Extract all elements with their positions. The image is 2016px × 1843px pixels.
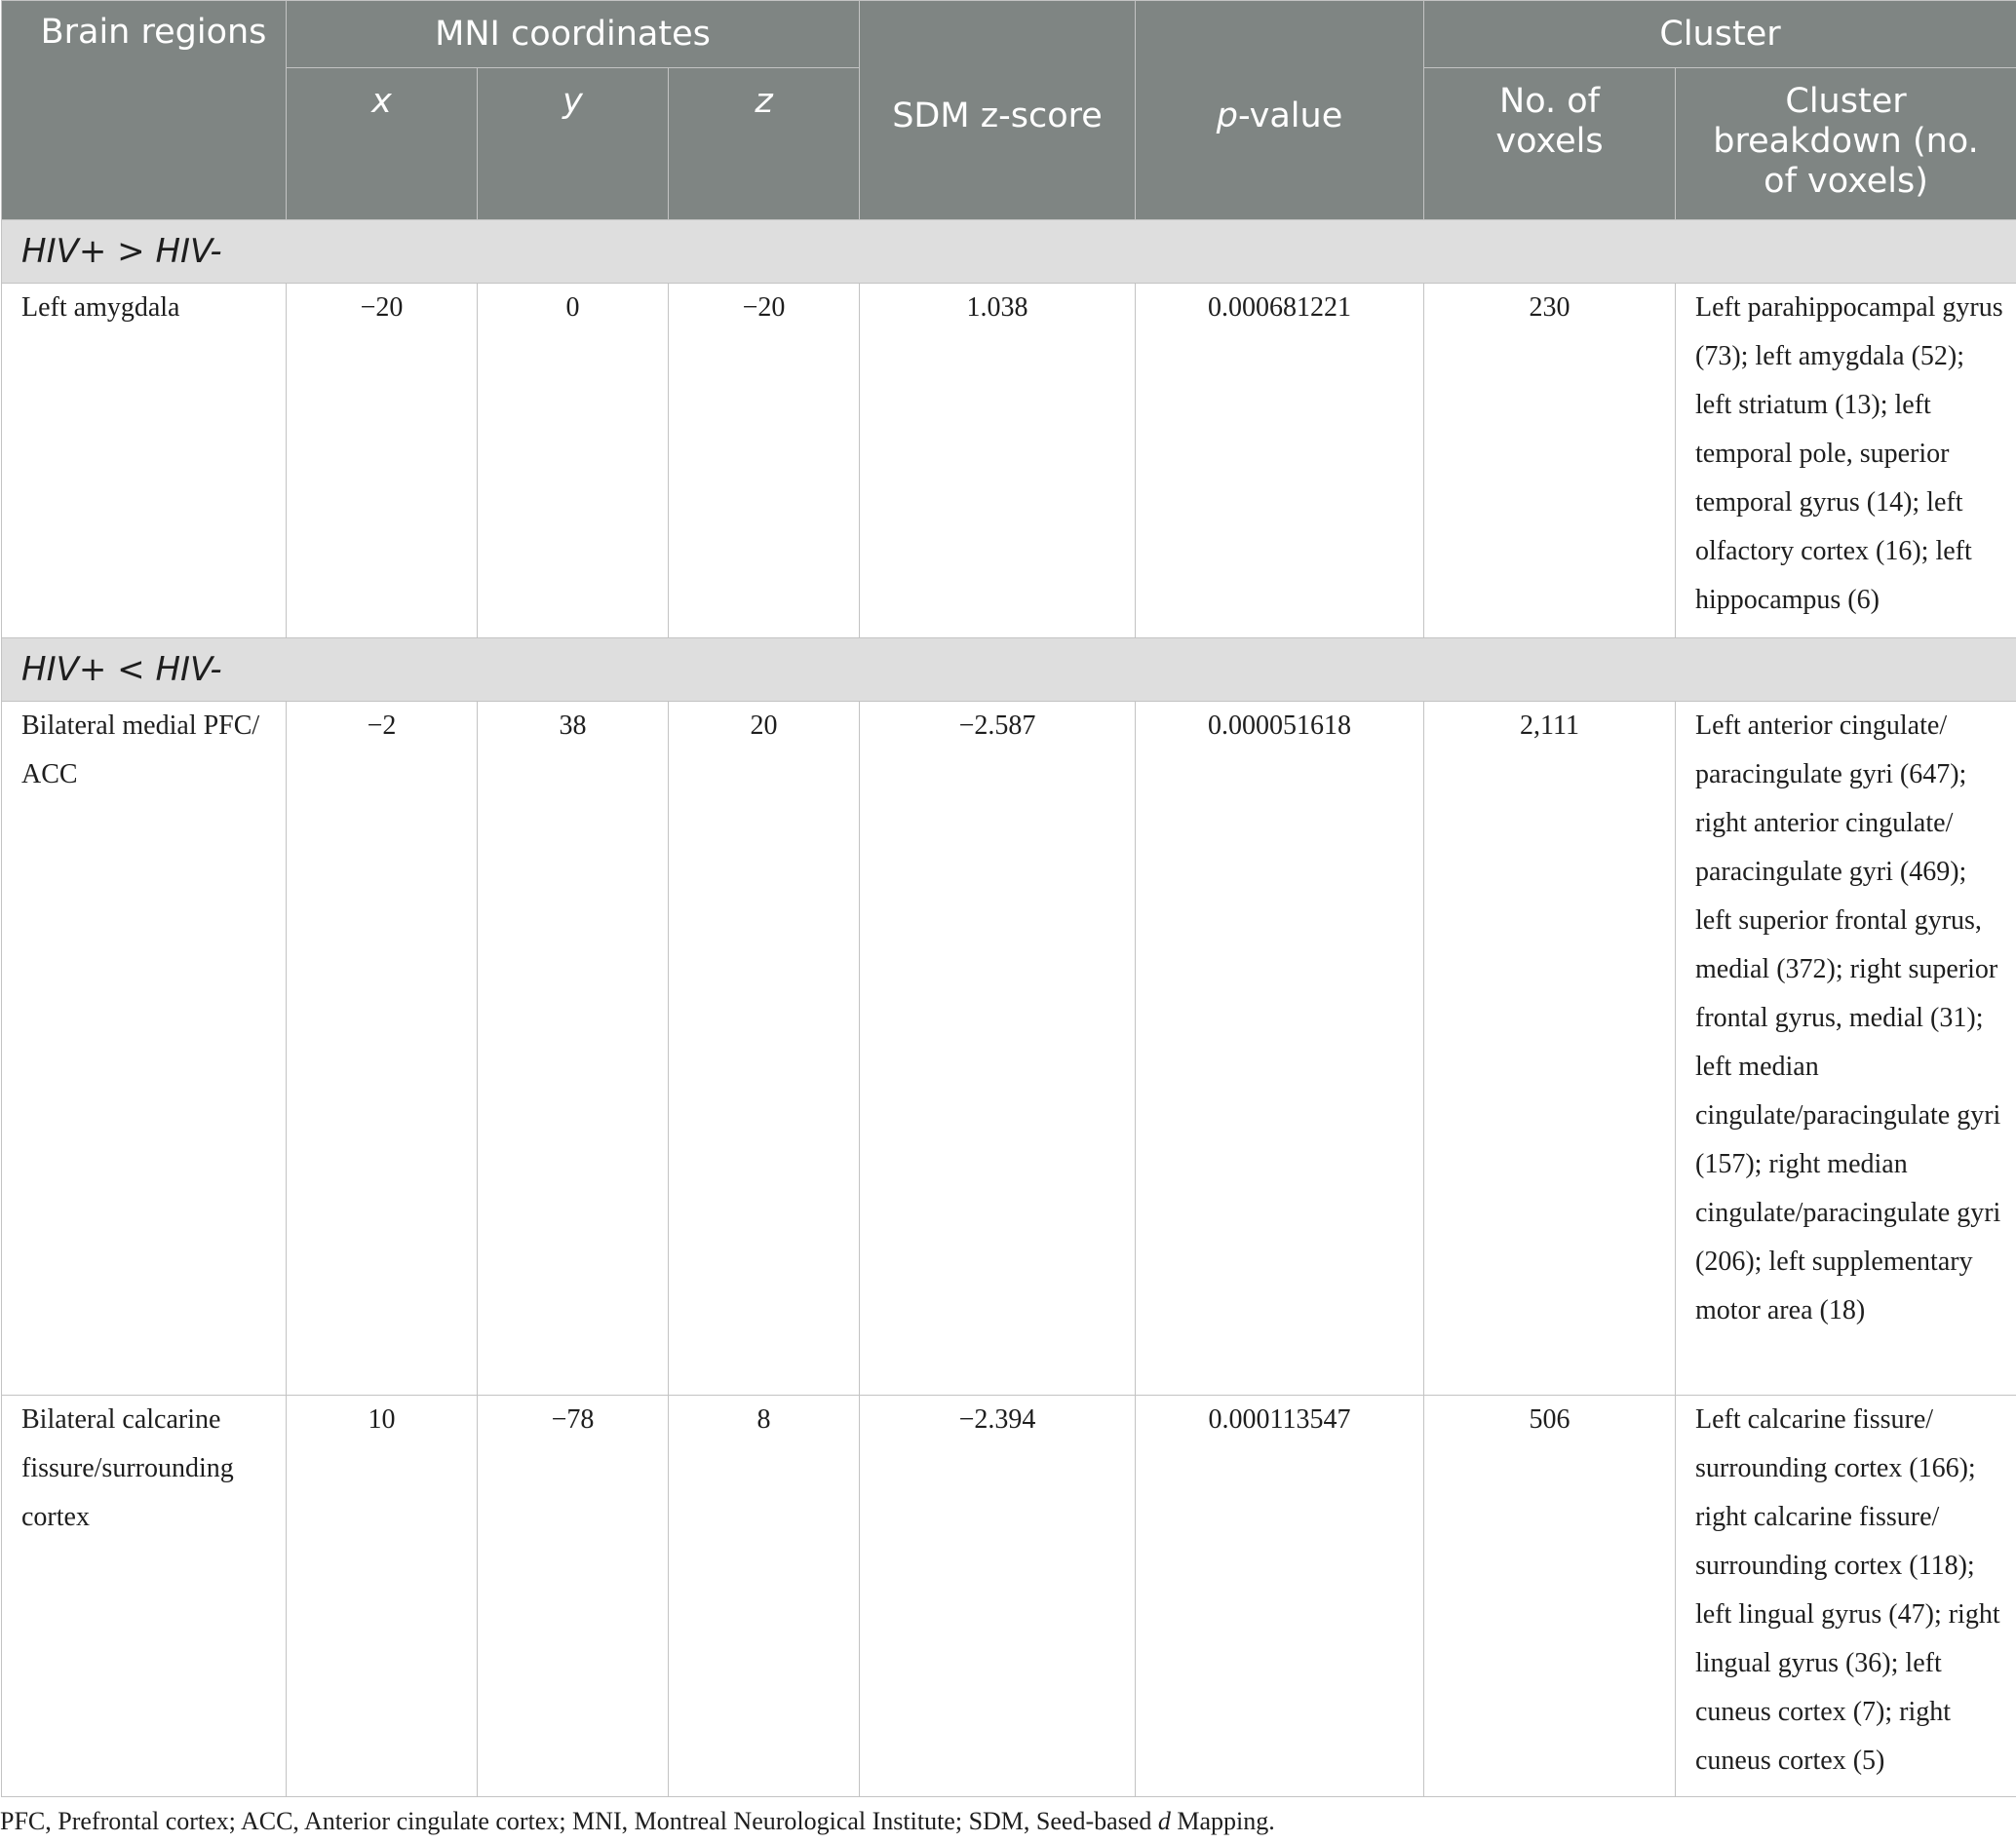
sdm-cell: −2.587 (860, 702, 1136, 1396)
y-cell: 38 (478, 702, 669, 1396)
header-p-italic: p (1216, 96, 1238, 135)
y-cell: 0 (478, 284, 669, 638)
table-row (2, 284, 2016, 638)
footnote-text: PFC, Prefrontal cortex; ACC, Anterior cingulate cortex; MNI, Montreal Neurological Institute; SDM, Seed-based (0, 1807, 1158, 1835)
header-x: x (287, 68, 478, 220)
x-cell: 10 (287, 1396, 478, 1797)
table-footnote (0, 1807, 1275, 1836)
breakdown-cell: Left anterior cingulate/ paracingulate gyri (647); right anterior cingulate/ paracingulate gyri (469); left superior frontal gyrus, medial (372); right superior frontal gyrus, medial (31); left median cingulate/paracingulate gyri (157); right median cingulate/paracingulate gyri (206); left supplementary motor area (18) (1676, 702, 2016, 1396)
z-cell: 8 (669, 1396, 860, 1797)
z-cell: −20 (669, 284, 860, 638)
header-mni-coordinates: MNI coordinates (287, 1, 860, 68)
results-table (1, 0, 2016, 1797)
header-p-rest: -value (1237, 96, 1343, 135)
voxels-cell: 2,111 (1424, 702, 1676, 1396)
p-value-cell: 0.000113547 (1136, 1396, 1424, 1797)
z-cell: 20 (669, 702, 860, 1396)
header-y: y (478, 68, 669, 220)
header-p-value (1136, 1, 1424, 220)
p-value-cell: 0.000681221 (1136, 284, 1424, 638)
sdm-cell: −2.394 (860, 1396, 1136, 1797)
group-row-hiv-greater (2, 220, 2016, 284)
footnote-text-end: Mapping. (1170, 1807, 1275, 1835)
breakdown-cell: Left calcarine fissure/ surrounding cortex (166); right calcarine fissure/ surrounding cortex (118); left lingual gyrus (47); right lingual gyrus (36); left cuneus cortex (7); right cuneus cortex (5) (1676, 1396, 2016, 1797)
region-cell: Bilateral calcarine fissure/surrounding cortex (2, 1396, 287, 1797)
x-cell: −20 (287, 284, 478, 638)
table-body (2, 220, 2016, 1797)
footnote-italic-d: d (1157, 1807, 1171, 1835)
voxels-cell: 506 (1424, 1396, 1676, 1797)
voxels-cell: 230 (1424, 284, 1676, 638)
header-no-of-voxels: No. of voxels (1424, 68, 1676, 220)
table-row (2, 1396, 2016, 1797)
region-cell: Left amygdala (2, 284, 287, 638)
group-label: HIV+ < HIV- (2, 638, 2016, 702)
region-cell: Bilateral medial PFC/ ACC (2, 702, 287, 1396)
y-cell: −78 (478, 1396, 669, 1797)
group-label: HIV+ > HIV- (2, 220, 2016, 284)
header-cluster-breakdown: Cluster breakdown (no. of voxels) (1676, 68, 2016, 220)
table-header (2, 1, 2016, 220)
header-cluster: Cluster (1424, 1, 2016, 68)
p-value-cell: 0.000051618 (1136, 702, 1424, 1396)
header-z: z (669, 68, 860, 220)
table-row (2, 702, 2016, 1396)
x-cell: −2 (287, 702, 478, 1396)
header-brain-regions: Brain regions (2, 1, 287, 220)
sdm-cell: 1.038 (860, 284, 1136, 638)
header-sdm-z-score: SDM z-score (860, 1, 1136, 220)
breakdown-cell: Left parahippocampal gyrus (73); left amygdala (52); left striatum (13); left temporal pole, superior temporal gyrus (14); left olfactory cortex (16); left hippocampus (6) (1676, 284, 2016, 638)
group-row-hiv-less (2, 638, 2016, 702)
